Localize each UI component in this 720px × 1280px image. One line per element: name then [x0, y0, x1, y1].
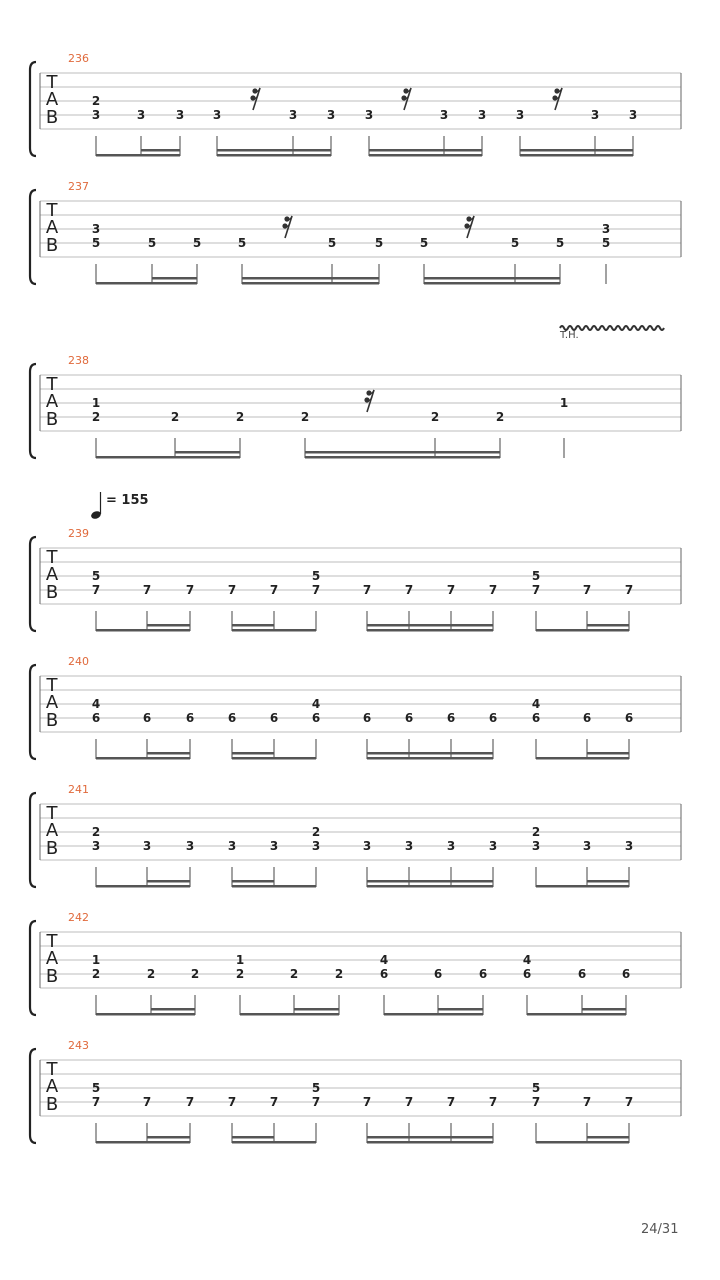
- beam-secondary: [242, 277, 379, 280]
- beam-primary: [232, 1141, 316, 1144]
- fret-number: 5: [374, 236, 384, 250]
- fret-number: 6: [142, 711, 152, 725]
- tab-clef-letter: T: [46, 547, 58, 568]
- tab-system: [30, 655, 681, 760]
- fret-number: 5: [311, 569, 321, 583]
- fret-number: 5: [91, 569, 101, 583]
- tab-clef-letter: A: [45, 948, 59, 969]
- beam-secondary: [367, 1136, 493, 1139]
- fret-number: 2: [334, 967, 344, 981]
- fret-number: 7: [91, 583, 101, 597]
- fret-number: 3: [515, 108, 525, 122]
- tab-clef-letter: B: [45, 710, 59, 731]
- tab-system: [30, 52, 681, 157]
- sixteenth-rest: [401, 88, 411, 110]
- measure-number: 241: [68, 783, 89, 796]
- fret-number: 5: [531, 1081, 541, 1095]
- fret-number: 3: [269, 839, 279, 853]
- tab-clef-letter: T: [46, 803, 58, 824]
- beam-secondary: [367, 880, 493, 883]
- tab-system: [30, 1039, 681, 1144]
- measure-number: 237: [68, 180, 89, 193]
- beam-primary: [369, 154, 482, 157]
- fret-number: 7: [142, 1095, 152, 1109]
- beam-primary: [232, 757, 316, 760]
- beam-secondary: [232, 880, 274, 883]
- fret-number: 7: [185, 1095, 195, 1109]
- fret-number: 3: [488, 839, 498, 853]
- fret-number: 2: [91, 825, 101, 839]
- fret-number: 5: [601, 236, 611, 250]
- measure-number: 238: [68, 354, 89, 367]
- fret-number: 3: [91, 108, 101, 122]
- beam-primary: [96, 1141, 190, 1144]
- beam-primary: [240, 1013, 339, 1016]
- beam-secondary: [141, 149, 180, 152]
- beam-secondary: [587, 880, 629, 883]
- beam-primary: [217, 154, 331, 157]
- beam-primary: [242, 282, 379, 285]
- measure-number: 239: [68, 527, 89, 540]
- staff-bracket: [30, 793, 36, 887]
- tab-clef-letter: A: [45, 89, 59, 110]
- fret-number: 4: [91, 697, 101, 711]
- beam-secondary: [438, 1008, 483, 1011]
- fret-number: 3: [362, 839, 372, 853]
- tab-clef-letter: T: [46, 200, 58, 221]
- measure-number: 236: [68, 52, 89, 65]
- fret-number: 1: [559, 396, 569, 410]
- beam-primary: [527, 1013, 626, 1016]
- fret-number: 7: [142, 583, 152, 597]
- fret-number: 3: [446, 839, 456, 853]
- fret-number: 6: [531, 711, 541, 725]
- fret-number: 6: [621, 967, 631, 981]
- fret-number: 6: [488, 711, 498, 725]
- fret-number: 7: [624, 583, 634, 597]
- beam-secondary: [367, 624, 493, 627]
- fret-number: 3: [175, 108, 185, 122]
- beam-primary: [232, 885, 316, 888]
- beam-primary: [536, 1141, 629, 1144]
- tab-system: [30, 354, 681, 459]
- beam-secondary: [587, 1136, 629, 1139]
- fret-number: 6: [91, 711, 101, 725]
- sixteenth-rest: [250, 88, 260, 110]
- beam-primary: [424, 282, 560, 285]
- fret-number: 5: [147, 236, 157, 250]
- tab-clef-letter: A: [45, 1076, 59, 1097]
- fret-number: 5: [192, 236, 202, 250]
- fret-number: 7: [404, 583, 414, 597]
- fret-number: 5: [531, 569, 541, 583]
- fret-number: 2: [235, 410, 245, 424]
- measure-number: 242: [68, 911, 89, 924]
- beam-primary: [96, 885, 190, 888]
- fret-number: 6: [582, 711, 592, 725]
- measure-number: 243: [68, 1039, 89, 1052]
- beam-primary: [367, 629, 493, 632]
- fret-number: 5: [555, 236, 565, 250]
- beam-primary: [96, 629, 190, 632]
- beam-secondary: [587, 752, 629, 755]
- beam-primary: [384, 1013, 483, 1016]
- beam-primary: [96, 154, 180, 157]
- tab-clef-letter: T: [46, 1059, 58, 1080]
- fret-number: 3: [227, 839, 237, 853]
- fret-number: 3: [628, 108, 638, 122]
- beam-primary: [96, 456, 240, 459]
- fret-number: 7: [446, 1095, 456, 1109]
- tab-system: [30, 783, 681, 888]
- beam-secondary: [147, 1136, 190, 1139]
- fret-number: 6: [446, 711, 456, 725]
- fret-number: 7: [227, 583, 237, 597]
- fret-number: 2: [495, 410, 505, 424]
- fret-number: 3: [624, 839, 634, 853]
- beam-secondary: [582, 1008, 626, 1011]
- staff-bracket: [30, 665, 36, 759]
- fret-number: 3: [311, 839, 321, 853]
- fret-number: 7: [624, 1095, 634, 1109]
- fret-number: 3: [91, 222, 101, 236]
- beam-primary: [232, 629, 316, 632]
- fret-number: 3: [288, 108, 298, 122]
- tab-clef-letter: T: [46, 374, 58, 395]
- tab-system: [30, 911, 681, 1016]
- tab-system: [30, 180, 681, 285]
- beam-primary: [536, 629, 629, 632]
- beam-secondary: [232, 1136, 274, 1139]
- fret-number: 7: [185, 583, 195, 597]
- beam-secondary: [294, 1008, 339, 1011]
- fret-number: 2: [91, 967, 101, 981]
- fret-number: 7: [269, 1095, 279, 1109]
- beam-primary: [96, 1013, 195, 1016]
- fret-number: 7: [227, 1095, 237, 1109]
- tab-clef-letter: T: [46, 931, 58, 952]
- fret-number: 7: [404, 1095, 414, 1109]
- fret-number: 4: [522, 953, 532, 967]
- tempo-value: = 155: [106, 493, 149, 508]
- fret-number: 4: [311, 697, 321, 711]
- fret-number: 5: [419, 236, 429, 250]
- fret-number: 6: [362, 711, 372, 725]
- fret-number: 4: [531, 697, 541, 711]
- fret-number: 2: [430, 410, 440, 424]
- fret-number: 3: [326, 108, 336, 122]
- page-number: 24/31: [641, 1222, 679, 1237]
- beam-secondary: [152, 277, 197, 280]
- fret-number: 5: [237, 236, 247, 250]
- fret-number: 3: [404, 839, 414, 853]
- fret-number: 6: [624, 711, 634, 725]
- beam-primary: [367, 757, 493, 760]
- beam-secondary: [424, 277, 560, 280]
- fret-number: 2: [300, 410, 310, 424]
- fret-number: 3: [582, 839, 592, 853]
- fret-number: 3: [91, 839, 101, 853]
- fret-number: 6: [269, 711, 279, 725]
- beam-secondary: [367, 752, 493, 755]
- measure-number: 240: [68, 655, 89, 668]
- beam-secondary: [232, 624, 274, 627]
- fret-number: 3: [142, 839, 152, 853]
- fret-number: 5: [311, 1081, 321, 1095]
- fret-number: 4: [379, 953, 389, 967]
- fret-number: 3: [212, 108, 222, 122]
- sixteenth-rest: [364, 390, 374, 412]
- fret-number: 1: [91, 953, 101, 967]
- fret-number: 1: [235, 953, 245, 967]
- sixteenth-rest: [552, 88, 562, 110]
- fret-number: 3: [477, 108, 487, 122]
- fret-number: 6: [379, 967, 389, 981]
- tab-clef-letter: B: [45, 966, 59, 987]
- beam-primary: [305, 456, 500, 459]
- beam-secondary: [305, 451, 500, 454]
- fret-number: 3: [364, 108, 374, 122]
- tab-clef-letter: B: [45, 1094, 59, 1115]
- fret-number: 7: [582, 583, 592, 597]
- tab-clef-letter: A: [45, 820, 59, 841]
- fret-number: 2: [311, 825, 321, 839]
- beam-secondary: [147, 624, 190, 627]
- fret-number: 7: [531, 583, 541, 597]
- fret-number: 7: [446, 583, 456, 597]
- beam-secondary: [175, 451, 240, 454]
- fret-number: 2: [190, 967, 200, 981]
- beam-secondary: [520, 149, 633, 152]
- beam-secondary: [151, 1008, 195, 1011]
- fret-number: 3: [601, 222, 611, 236]
- fret-number: 6: [404, 711, 414, 725]
- fret-number: 5: [91, 1081, 101, 1095]
- beam-primary: [367, 885, 493, 888]
- beam-secondary: [587, 624, 629, 627]
- tab-clef-letter: A: [45, 217, 59, 238]
- fret-number: 5: [510, 236, 520, 250]
- tab-clef-letter: A: [45, 564, 59, 585]
- beam-primary: [367, 1141, 493, 1144]
- fret-number: 7: [91, 1095, 101, 1109]
- tab-system: [30, 527, 681, 632]
- staff-bracket: [30, 1049, 36, 1143]
- tab-clef-letter: A: [45, 391, 59, 412]
- beam-secondary: [217, 149, 331, 152]
- fret-number: 7: [311, 583, 321, 597]
- beam-secondary: [147, 752, 190, 755]
- fret-number: 6: [185, 711, 195, 725]
- fret-number: 2: [531, 825, 541, 839]
- fret-number: 2: [235, 967, 245, 981]
- tab-clef-letter: A: [45, 692, 59, 713]
- staff-bracket: [30, 537, 36, 631]
- fret-number: 3: [185, 839, 195, 853]
- fret-number: 7: [582, 1095, 592, 1109]
- fret-number: 2: [91, 410, 101, 424]
- fret-number: 6: [522, 967, 532, 981]
- fret-number: 3: [531, 839, 541, 853]
- tab-clef-letter: B: [45, 582, 59, 603]
- fret-number: 2: [289, 967, 299, 981]
- tab-clef-letter: T: [46, 72, 58, 93]
- tempo-marking: [90, 492, 148, 520]
- tab-clef-letter: T: [46, 675, 58, 696]
- tapping-marker: [559, 326, 664, 341]
- fret-number: 6: [311, 711, 321, 725]
- beam-secondary: [232, 752, 274, 755]
- beam-secondary: [369, 149, 482, 152]
- fret-number: 7: [531, 1095, 541, 1109]
- staff-bracket: [30, 62, 36, 156]
- tab-clef-letter: B: [45, 235, 59, 256]
- fret-number: 6: [478, 967, 488, 981]
- fret-number: 6: [433, 967, 443, 981]
- fret-number: 2: [146, 967, 156, 981]
- fret-number: 7: [269, 583, 279, 597]
- tab-clef-letter: B: [45, 409, 59, 430]
- staff-bracket: [30, 921, 36, 1015]
- fret-number: 7: [488, 583, 498, 597]
- beam-primary: [96, 282, 197, 285]
- fret-number: 7: [311, 1095, 321, 1109]
- fret-number: 6: [577, 967, 587, 981]
- fret-number: 7: [362, 1095, 372, 1109]
- fret-number: 5: [327, 236, 337, 250]
- beam-primary: [520, 154, 633, 157]
- beam-primary: [536, 757, 629, 760]
- fret-number: 6: [227, 711, 237, 725]
- sixteenth-rest: [282, 216, 292, 238]
- staff-bracket: [30, 190, 36, 284]
- fret-number: 3: [439, 108, 449, 122]
- fret-number: 7: [362, 583, 372, 597]
- staff-bracket: [30, 364, 36, 458]
- tab-clef-letter: B: [45, 838, 59, 859]
- fret-number: 2: [170, 410, 180, 424]
- tab-clef-letter: B: [45, 107, 59, 128]
- beam-primary: [96, 757, 190, 760]
- fret-number: 1: [91, 396, 101, 410]
- tapping-label: T.H.: [560, 330, 579, 341]
- fret-number: 7: [488, 1095, 498, 1109]
- beam-primary: [536, 885, 629, 888]
- sixteenth-rest: [464, 216, 474, 238]
- fret-number: 2: [91, 94, 101, 108]
- fret-number: 3: [136, 108, 146, 122]
- beam-secondary: [147, 880, 190, 883]
- fret-number: 5: [91, 236, 101, 250]
- fret-number: 3: [590, 108, 600, 122]
